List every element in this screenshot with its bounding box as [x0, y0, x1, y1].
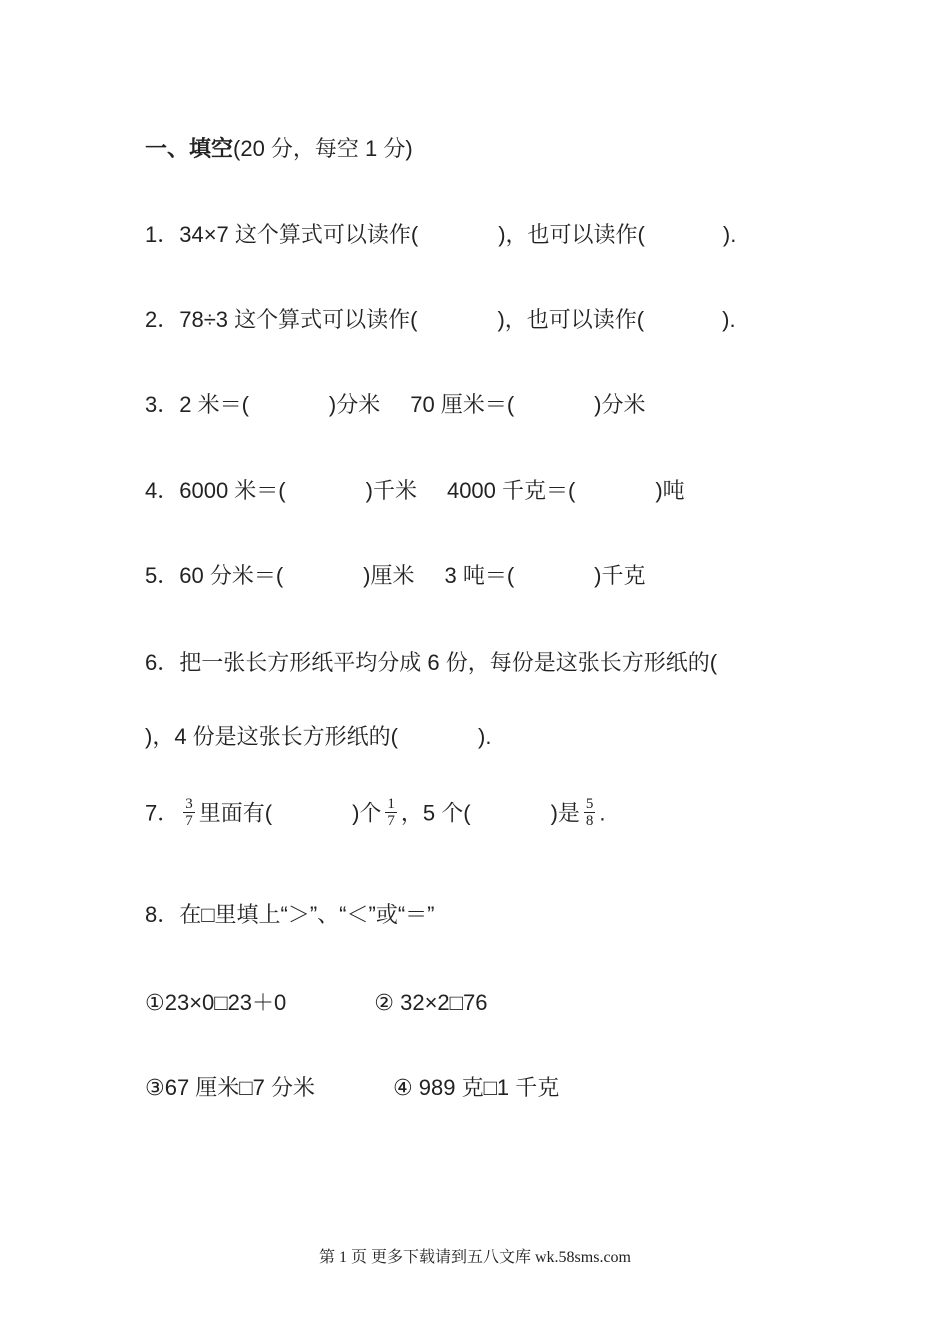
- compare-item-2: ② 32×2□76: [374, 990, 488, 1015]
- question-6-line-2: [145, 722, 491, 752]
- question-4-text-c: 4000 千克＝(: [446, 478, 576, 503]
- question-8: [145, 900, 434, 930]
- question-6-text-2a: )，4 份是这张长方形纸的(: [145, 724, 399, 749]
- compare-item-4: ④ 989 克□1 千克: [392, 1075, 560, 1100]
- section-heading: [145, 134, 413, 164]
- fraction-denominator: 7: [387, 813, 395, 829]
- question-3-text-b: )分米: [328, 392, 381, 417]
- compare-item-3: ③67 厘米□7 分米: [145, 1075, 315, 1100]
- fraction-numerator: 1: [387, 796, 395, 812]
- section-title-bold: 一、填空: [145, 136, 234, 161]
- question-7: [145, 798, 606, 831]
- question-5-text-a: 5．60 分米＝(: [145, 563, 284, 588]
- question-4-text-d: )吨: [655, 478, 685, 503]
- question-7-text-c: ，5 个(: [400, 800, 471, 826]
- fraction-numerator: 5: [585, 796, 594, 812]
- fraction-three-sevenths: [183, 796, 195, 829]
- question-5-text-b: )厘米: [363, 563, 415, 588]
- question-7-text-d: )是: [550, 800, 580, 826]
- question-3-text-c: 70 厘米＝(: [410, 392, 515, 417]
- question-1: [145, 220, 736, 250]
- question-7-text-b: )个: [352, 800, 382, 826]
- question-5: [145, 561, 646, 591]
- question-2: [145, 305, 736, 335]
- page-footer: 第 1 页 更多下载请到五八文库 wk.58sms.com: [318, 1249, 631, 1266]
- question-1-text-a: 1．34×7 这个算式可以读作(: [145, 222, 419, 247]
- question-4: [145, 476, 685, 506]
- question-1-text-c: ).: [722, 222, 737, 247]
- compare-item-1: ①23×0□23＋0: [145, 990, 287, 1015]
- question-4-text-b: )千米: [365, 478, 417, 503]
- question-6-text-1: 6．把一张长方形纸平均分成 6 份，每份是这张长方形纸的(: [145, 650, 718, 675]
- question-2-text-a: 2．78÷3 这个算式可以读作(: [145, 307, 418, 332]
- question-3: [145, 390, 646, 420]
- fraction-numerator: 3: [185, 796, 193, 812]
- question-5-text-c: 3 吨＝(: [444, 563, 515, 588]
- question-2-text-b: )，也可以读作(: [497, 307, 645, 332]
- fraction-denominator: 7: [185, 813, 193, 829]
- question-5-text-d: )千克: [594, 563, 646, 588]
- question-4-text-a: 4．6000 米＝(: [145, 478, 286, 503]
- question-7-text-a: 里面有(: [198, 800, 273, 826]
- question-1-text-b: )，也可以读作(: [498, 222, 645, 247]
- section-title-rest: (20 分，每空 1 分): [233, 136, 413, 161]
- question-3-text-a: 3．2 米＝(: [145, 392, 249, 417]
- question-7-text-e: .: [599, 800, 606, 826]
- question-6-line-1: [145, 648, 717, 678]
- question-3-text-d: )分米: [594, 392, 646, 417]
- question-6-text-2b: ).: [478, 724, 492, 749]
- question-7-prefix: 7．: [145, 800, 180, 826]
- fraction-one-seventh: [385, 796, 397, 829]
- fraction-denominator: 8: [585, 813, 594, 829]
- question-8-row-1: [145, 988, 487, 1018]
- fraction-five-eighths: [584, 796, 596, 829]
- question-2-text-c: ).: [722, 307, 736, 332]
- question-8-text: 8．在□里填上“＞”、“＜”或“＝”: [145, 902, 435, 927]
- question-8-row-2: [145, 1073, 559, 1103]
